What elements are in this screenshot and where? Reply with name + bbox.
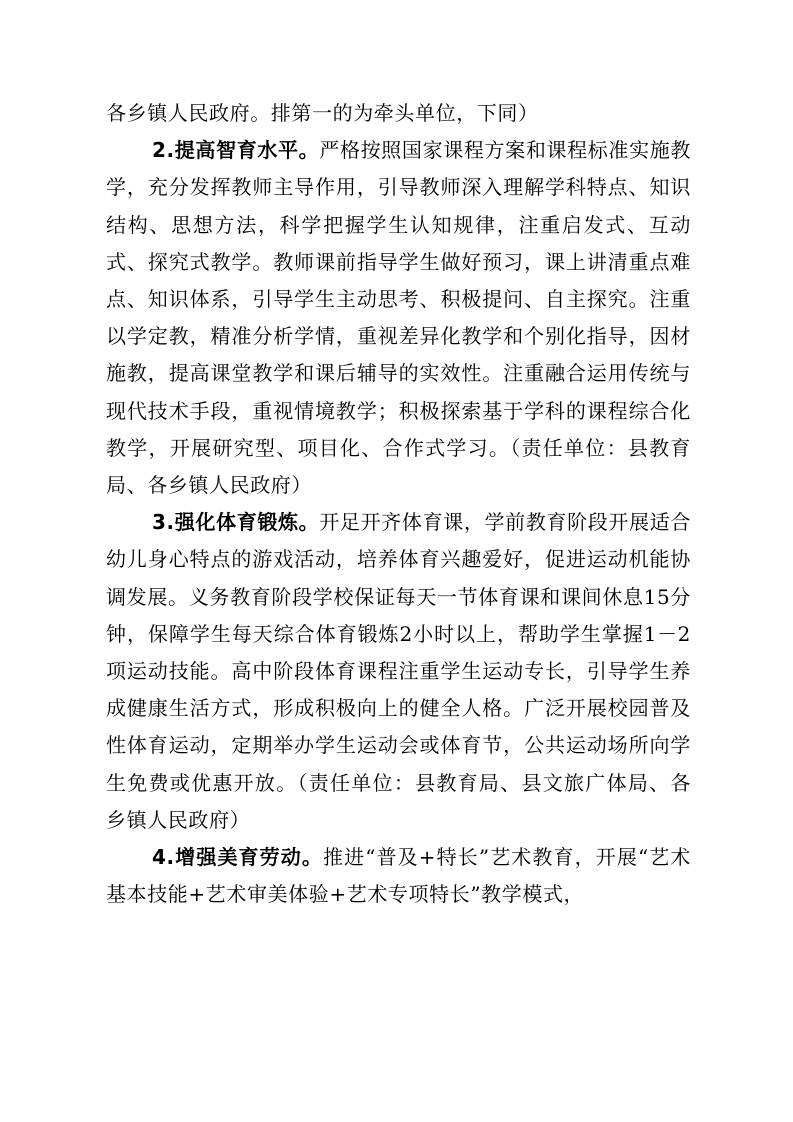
section-heading-2: 2.提高智育水平。	[152, 138, 320, 163]
document-body	[106, 95, 691, 913]
paragraph-text: 推进“普及+特长”艺术教育，开展“艺术基本技能+艺术审美体验+艺术专项特长”教学模式，	[106, 845, 691, 907]
paragraph-text: 严格按照国家课程方案和课程标准实施教学，充分发挥教师主导作用，引导教师深入理解学科特点、知识结构、思想方法，科学把握学生认知规律，注重启发式、互动式、探究式教学。教师课前指导学生做好预习，课上讲清重点难点、知识体系，引导学生主动思考、积极提问、自主探究。注重以学定教，精准分析学情，重视差异化教学和个别化指导，因材施教，提高课堂教学和课后辅导的实效性。注重融合运用传统与现代技术手段，重视情境教学；积极探索基于学科的课程综合化教学，开展研究型、项目化、合作式学习。（责任单位：县教育局、各乡镇人民政府）	[106, 138, 691, 498]
section-heading-4: 4.增强美育劳动。	[152, 845, 323, 870]
paragraph-text: 各乡镇人民政府。排第一的为牵头单位，下同）	[106, 101, 539, 125]
paragraph-physical-education	[106, 504, 691, 839]
paragraph-aesthetic-labor-education	[106, 839, 691, 913]
section-heading-3: 3.强化体育锻炼。	[152, 510, 320, 535]
paragraph-continuation	[106, 95, 691, 132]
paragraph-text: 开足开齐体育课，学前教育阶段开展适合幼儿身心特点的游戏活动，培养体育兴趣爱好，促进运动机能协调发展。义务教育阶段学校保证每天一节体育课和课间休息15分钟，保障学生每天综合体育锻炼2小时以上，帮助学生掌握1－2项运动技能。高中阶段体育课程注重学生运动专长，引导学生养成健康生活方式，形成积极向上的健全人格。广泛开展校园普及性体育运动，定期举办学生运动会或体育节，公共运动场所向学生免费或优惠开放。（责任单位：县教育局、县文旅广体局、各乡镇人民政府）	[106, 510, 691, 832]
paragraph-intellectual-education	[106, 132, 691, 504]
